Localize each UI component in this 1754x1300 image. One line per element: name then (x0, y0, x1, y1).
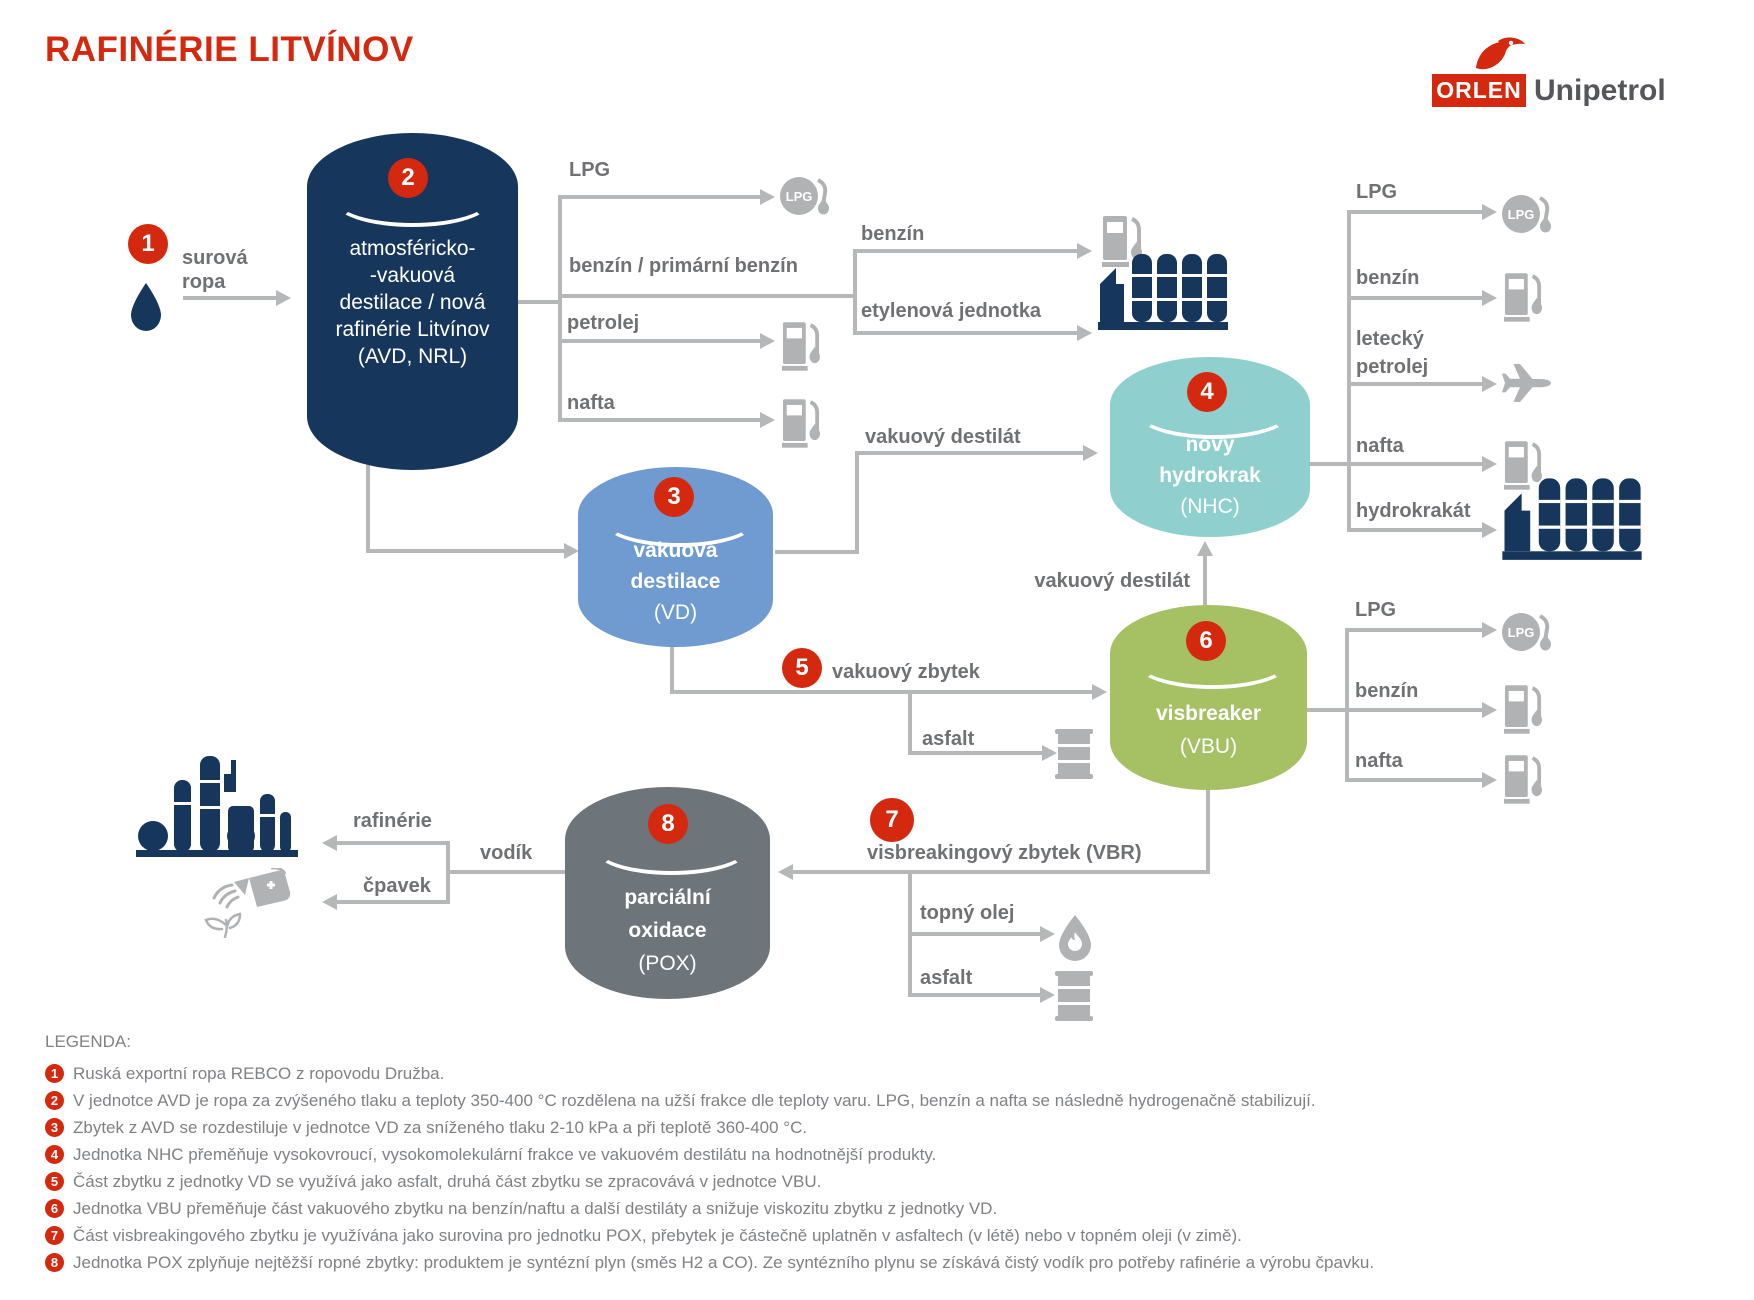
label-asfalt-vd: asfalt (922, 728, 975, 750)
flow-line (516, 300, 558, 304)
unit-nhc-abbr: (NHC) (1180, 495, 1240, 518)
flow-line (853, 249, 1077, 253)
page-title: RAFINÉRIE LITVÍNOV (45, 30, 414, 69)
ethylene-plant-icon (1098, 248, 1228, 332)
label-nafta-avd: nafta (567, 392, 615, 414)
flow-line (908, 751, 1042, 755)
refinery-icon (136, 748, 298, 858)
legend-heading: LEGENDA: (45, 1032, 131, 1051)
label-lpg-avd: LPG (569, 159, 611, 181)
arrowhead (322, 894, 337, 910)
label-vakuovy-destilat-vbu: vakuový destilát (1034, 570, 1190, 592)
flow-line (670, 690, 1092, 694)
barrel-icon (1054, 969, 1094, 1023)
arrowhead (1077, 325, 1092, 341)
orlen-logo: ORLEN (1432, 74, 1526, 107)
airplane-icon (1502, 360, 1552, 406)
unit-vd-label (578, 535, 773, 628)
flow-line (908, 932, 1040, 936)
unit-vd-number: 3 (654, 477, 694, 517)
legend-number-3: 3 (45, 1118, 64, 1137)
flow-line (855, 451, 859, 554)
unit-vd-line2: destilace (630, 570, 721, 593)
unit-pox-line2: oxidace (628, 919, 707, 942)
flow-line (558, 195, 562, 422)
label-vakuovy-destilat-vd: vakuový destilát (865, 426, 1021, 448)
flow-line (1203, 553, 1207, 607)
legend-number-7: 7 (45, 1226, 64, 1245)
arrowhead (1077, 243, 1092, 259)
flow-line (908, 690, 912, 753)
unit-pox-number: 8 (648, 804, 688, 844)
label-vbr: visbreakingový zbytek (VBR) (867, 842, 1142, 864)
lpg-icon-label: LPG (1507, 625, 1535, 640)
flow-line (855, 451, 1083, 455)
unit-nhc-number: 4 (1187, 372, 1227, 412)
label-etylenova: etylenová jednotka (861, 300, 1042, 322)
flow-line (558, 339, 760, 343)
unit-pox-label (565, 881, 770, 980)
arrowhead (1482, 522, 1497, 538)
legend-text-7: Část visbreakingového zbytku je využívána jako surovina pro jednotku POX, přebytek je částečně uplatněn v asfaltech (v létě) nebo v topném oleji (v zimě). (73, 1226, 1242, 1245)
flow-line (366, 458, 370, 553)
arrowhead (276, 290, 291, 306)
label-petrolej: petrolej (567, 312, 640, 334)
orlen-eagle-icon (1469, 34, 1527, 74)
flow-line (853, 249, 857, 335)
unit-vbu-label (1110, 697, 1307, 763)
flow-line (1307, 708, 1482, 712)
flow-line (1347, 296, 1482, 300)
flow-line (1347, 210, 1482, 214)
legend-number-1: 1 (45, 1064, 64, 1083)
flow-line (1206, 788, 1210, 874)
unit-vd (578, 467, 773, 647)
flow-line (1310, 462, 1482, 466)
legend-text-2: V jednotce AVD je ropa za zvýšeného tlaku a teploty 350-400 °C rozdělena na užší frakce dle teploty varu. LPG, benzín a nafta se následně hydrogenačně stabilizují. (73, 1091, 1316, 1110)
legend-item (45, 1064, 444, 1084)
lpg-icon (1500, 608, 1556, 656)
arrowhead (760, 189, 775, 205)
arrowhead (760, 333, 775, 349)
legend-text-3: Zbytek z AVD se rozdestiluje v jednotce VD za sníženého tlaku 2-10 kPa a při teplotě 360-400 °C. (73, 1118, 808, 1137)
label-letecky-line2: petrolej (1356, 356, 1429, 378)
arrowhead (760, 412, 775, 428)
flow-line (775, 550, 859, 554)
unit-pox-line1: parciální (624, 886, 711, 909)
fertilizer-watering-can-icon (203, 868, 295, 938)
legend-item (45, 1172, 821, 1192)
legend-number-2: 2 (45, 1091, 64, 1110)
arrowhead (1083, 445, 1098, 461)
arrowhead (778, 864, 793, 880)
label-cpavek: čpavek (363, 875, 431, 897)
flow-line (446, 870, 567, 874)
legend-number-4: 4 (45, 1145, 64, 1164)
label-lpg-vbu: LPG (1355, 599, 1397, 621)
label-nafta-vbu: nafta (1355, 750, 1403, 772)
barrel-icon (1054, 727, 1094, 781)
fuel-pump-icon (1504, 684, 1542, 734)
label-benzin-nhc: benzín (1356, 267, 1420, 289)
legend-number-6: 6 (45, 1199, 64, 1218)
legend-item (45, 1253, 1374, 1273)
legend-item (45, 1145, 936, 1165)
flow-line (366, 549, 564, 553)
legend-item (45, 1199, 997, 1219)
flow-line (446, 841, 450, 904)
flow-line (336, 900, 448, 904)
unit-vbu-abbr: (VBU) (1179, 735, 1238, 758)
legend-item (45, 1226, 1242, 1246)
legend-number-8: 8 (45, 1253, 64, 1272)
unit-avd-number: 2 (388, 158, 428, 198)
lpg-icon (778, 172, 834, 220)
label-vodik: vodík (480, 842, 533, 864)
label-asfalt-vbr: asfalt (920, 967, 973, 989)
arrowhead (1092, 684, 1107, 700)
unit-vd-abbr: (VD) (653, 601, 698, 624)
label-topny-olej: topný olej (920, 902, 1015, 924)
label-rafinerie: rafinérie (353, 810, 432, 832)
flow-line (1345, 778, 1482, 782)
unit-avd-line3: destilace / nová (339, 291, 486, 314)
label-benzin-primarni: benzín / primární benzín (569, 255, 798, 277)
unit-avd-label (307, 235, 518, 370)
arrowhead (1482, 702, 1497, 718)
legend-item (45, 1118, 807, 1138)
lpg-icon-label: LPG (1507, 207, 1535, 222)
lpg-icon (1500, 190, 1556, 238)
unit-nhc-line2: hydrokrak (1159, 464, 1261, 487)
unit-pox (565, 787, 770, 999)
flow-line (558, 418, 760, 422)
flow-line (1347, 210, 1351, 532)
unit-vbu (1110, 605, 1307, 790)
unit-vd-line1: vakuová (633, 539, 718, 562)
arrowhead (1482, 622, 1497, 638)
unit-avd-line4: rafinérie Litvínov (335, 318, 490, 341)
label-hydrokrakat: hydrokrakát (1356, 500, 1471, 522)
flow-line (183, 296, 276, 300)
arrowhead (1040, 987, 1055, 1003)
legend-text-8: Jednotka POX zplyňuje nejtěžší ropné zbytky: produktem je syntézní plyn (směs H2 a CO). Ze syntézního plynu se získává čistý vodík pro potřeby rafinérie a výrobu čpavku. (73, 1253, 1375, 1272)
unit-nhc-line1: nový (1185, 433, 1235, 456)
unit-nhc (1110, 357, 1310, 537)
flow-line (1345, 628, 1482, 632)
unit-avd (307, 133, 518, 470)
label-letecky-line1: letecký (1356, 328, 1424, 350)
unipetrol-logo: Unipetrol (1534, 74, 1666, 107)
unit-avd-line1: atmosféricko- (349, 237, 476, 260)
fuel-pump-icon (1504, 272, 1542, 322)
flow-line (670, 643, 674, 694)
oil-drop-icon (128, 282, 164, 332)
label-vakuovy-zbytek: vakuový zbytek (832, 661, 980, 683)
flow-line (908, 993, 1040, 997)
fuel-pump-icon (782, 398, 820, 448)
legend-text-4: Jednotka NHC přeměňuje vysokovroucí, vysokomolekulární frakce ve vakuovém destilátu na hodnotnější produkty. (73, 1145, 937, 1164)
legend-text-1: Ruská exportní ropa REBCO z ropovodu Družba. (73, 1064, 445, 1083)
legend-text-6: Jednotka VBU přeměňuje část vakuového zbytku na benzín/naftu a další destiláty a snižuje viskozitu zbytku z jednotky VD. (73, 1199, 998, 1218)
flow-line (558, 294, 857, 298)
flow-line (336, 841, 448, 845)
step-1-badge: 1 (128, 224, 168, 264)
arrowhead (1040, 926, 1055, 942)
unit-nhc-label (1110, 429, 1310, 522)
label-benzin-vbu: benzín (1355, 680, 1419, 702)
arrowhead (1482, 204, 1497, 220)
flow-line (1345, 628, 1349, 782)
fuel-pump-icon (782, 321, 820, 371)
arrowhead (322, 835, 337, 851)
step-7-badge: 7 (870, 798, 914, 842)
flow-line (792, 870, 1210, 874)
lpg-icon-label: LPG (785, 189, 813, 204)
label-nafta-nhc: nafta (1356, 435, 1404, 457)
legend-number-5: 5 (45, 1172, 64, 1191)
flow-line (558, 195, 760, 199)
flow-line (1347, 382, 1482, 386)
unit-vbu-number: 6 (1186, 621, 1226, 661)
unit-avd-line2: -vakuová (369, 264, 456, 287)
fuel-pump-icon (1504, 754, 1542, 804)
flow-line (1347, 528, 1482, 532)
hydrocracker-plant-icon (1496, 472, 1648, 562)
step-5-badge: 5 (782, 648, 822, 688)
arrowhead (564, 543, 579, 559)
unit-vbu-line1: visbreaker (1155, 702, 1262, 725)
arrowhead (1482, 456, 1497, 472)
arrowhead (1482, 376, 1497, 392)
unit-avd-abbr: (AVD, NRL) (357, 345, 468, 368)
flow-line (853, 331, 1077, 335)
heating-oil-flame-icon (1054, 914, 1096, 962)
legend-text-5: Část zbytku z jednotky VD se využívá jako asfalt, druhá část zbytku se zpracovává v jednotce VBU. (73, 1172, 822, 1191)
arrowhead (1482, 772, 1497, 788)
label-lpg-nhc: LPG (1356, 181, 1398, 203)
arrowhead (1482, 290, 1497, 306)
label-surova-ropa: surová ropa (182, 247, 248, 293)
legend-item (45, 1091, 1316, 1111)
unit-pox-abbr: (POX) (638, 952, 697, 975)
label-benzin-avd: benzín (861, 223, 925, 245)
label-letecky-petrolej (1356, 325, 1428, 381)
arrowhead (1197, 541, 1213, 556)
